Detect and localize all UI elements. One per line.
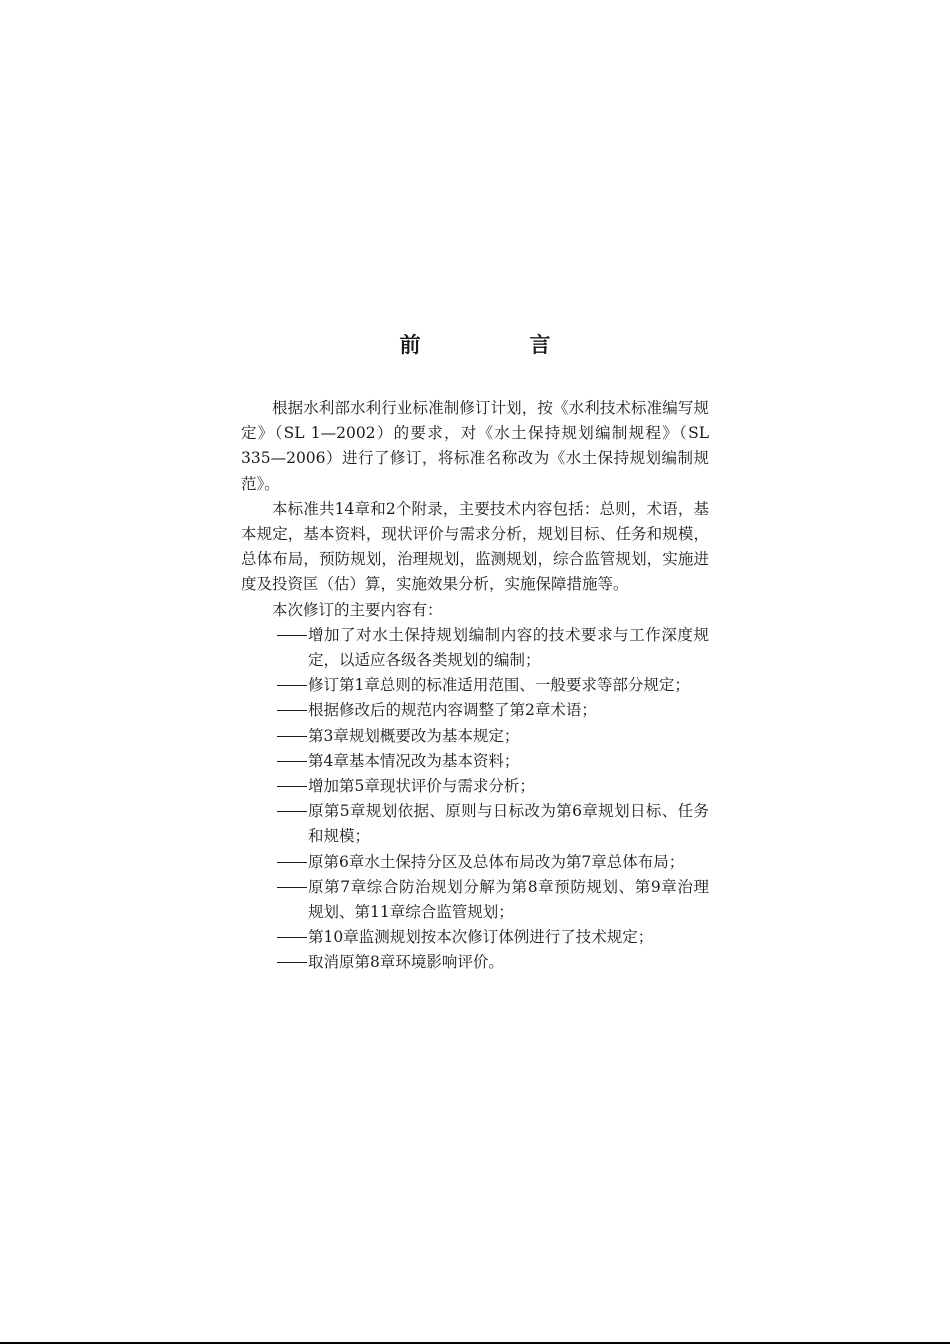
list-item-text: 原第5章规划依据、原则与日标改为第6章规划日标、任务和规模；	[308, 802, 709, 846]
list-item-text: 增加第5章现状评价与需求分析；	[308, 777, 535, 796]
revision-intro: 本次修订的主要内容有：	[272, 600, 443, 619]
list-item	[241, 925, 709, 950]
list-item-text: 修订第1章总则的标准适用范围、一般要求等部分规定；	[308, 676, 690, 695]
list-item	[241, 774, 709, 799]
list-item-text: 原第7章综合防治规划分解为第8章预防规划、第9章治理规划、第11章综合监管规划；	[308, 877, 709, 922]
list-item	[241, 623, 709, 673]
page-title: 前 言	[399, 333, 595, 357]
dash-bullet-icon	[276, 774, 308, 799]
list-item	[241, 950, 709, 975]
dash-bullet-icon	[276, 698, 308, 723]
dash-bullet-icon	[276, 623, 308, 648]
list-item-text: 根据修改后的规范内容调整了第2章术语；	[308, 701, 597, 720]
list-item	[241, 724, 709, 749]
list-item-text: 增加了对水土保持规划编制内容的技术要求与工作深度规定，以适应各级各类规划的编制；	[308, 625, 709, 670]
paragraph-content-summary: 本标准共14章和2个附录，主要技术内容包括：总则，术语，基本规定，基本资料，现状评价与需求分析，规划目标、任务和规模，总体布局，预防规划，治理规划，监测规划，综合监管规划，实施进度及投资匡（估）算，实施效果分析，实施保障措施等。	[241, 499, 709, 594]
list-item	[241, 673, 709, 698]
dash-bullet-icon	[276, 925, 308, 950]
dash-bullet-icon	[276, 875, 308, 900]
list-item	[241, 850, 709, 875]
dash-bullet-icon	[276, 850, 308, 875]
dash-bullet-icon	[276, 799, 308, 824]
list-item	[241, 698, 709, 723]
list-item	[241, 749, 709, 774]
dash-bullet-icon	[276, 749, 308, 774]
list-item-text: 原第6章水土保持分区及总体布局改为第7章总体布局；	[308, 852, 685, 871]
list-item-text: 第3章规划概要改为基本规定；	[308, 726, 520, 745]
document-body	[241, 396, 709, 976]
revision-list	[241, 623, 709, 976]
paragraph-revision-basis: 根据水利部水利行业标准制修订计划，按《水利技术标准编写规定》（SL 1—2002）的要求，对《水土保持规划编制规程》（SL 335—2006）进行了修订，将标准名称改为《水土保持规划编制规范》。	[241, 399, 709, 493]
list-item-text: 第4章基本情况改为基本资料；	[308, 751, 520, 770]
dash-bullet-icon	[276, 673, 308, 698]
list-item-text: 第10章监测规划按本次修订体例进行了技术规定；	[308, 928, 654, 947]
list-item	[241, 799, 709, 849]
dash-bullet-icon	[276, 724, 308, 749]
list-item-text: 取消原第8章环境影响评价。	[308, 953, 504, 972]
dash-bullet-icon	[276, 950, 308, 975]
list-item	[241, 875, 709, 925]
